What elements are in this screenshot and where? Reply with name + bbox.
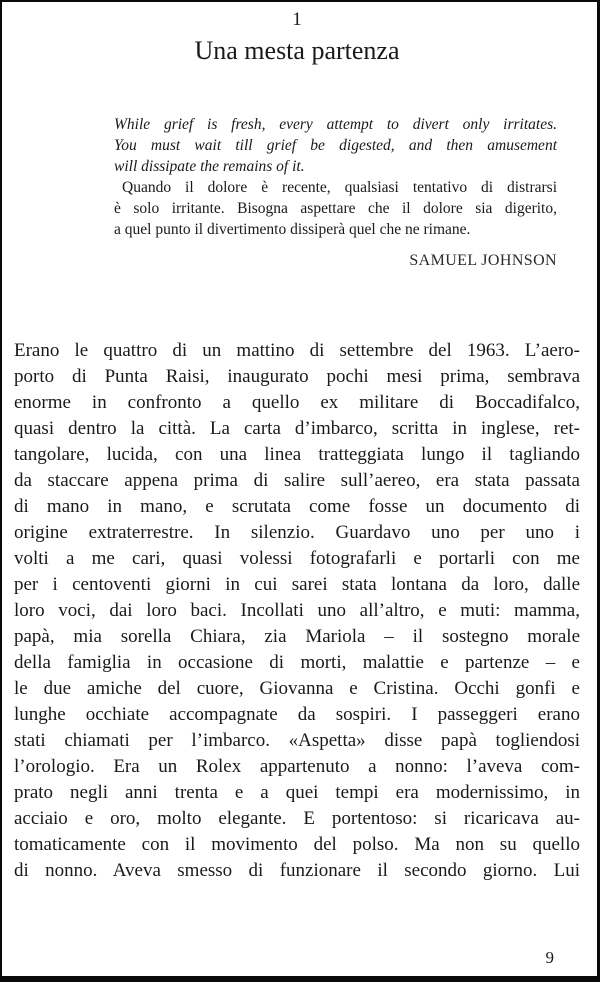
text-line: While grief is fresh, every attempt to divert only irritates. [114, 116, 557, 133]
text-line: tomaticamente con il movimento del polso. Ma non su quello [14, 834, 580, 855]
text-line: quasi dentro la città. La carta d’imbarco, scritta in inglese, ret- [14, 418, 580, 439]
text-line: volti a me cari, quasi volessi fotografarli e portarli con me [14, 548, 580, 569]
text-line: da staccare appena prima di salire sull’aereo, era stata passata [14, 470, 580, 491]
text-line: Quando il dolore è recente, qualsiasi tentativo di distrarsi [122, 179, 557, 196]
text-line: l’orologio. Era un Rolex appartenuto a nonno: l’aveva com- [14, 756, 580, 777]
text-line: per i centoventi giorni in cui sarei stata lontana da loro, dalle [14, 574, 580, 595]
chapter-number: 1 [292, 9, 302, 30]
text-line: le due amiche del cuore, Giovanna e Cristina. Occhi gonfi e [14, 678, 580, 699]
text-line: Erano le quattro di un mattino di settembre del 1963. L’aero- [14, 340, 580, 361]
text-line: papà, mia sorella Chiara, zia Mariola – il sostegno morale [14, 626, 580, 647]
body-paragraph [14, 338, 580, 884]
epigraph-block [114, 114, 557, 271]
text-line: acciaio e oro, molto elegante. E portentoso: si ricaricava au- [14, 808, 580, 829]
text-line: loro voci, dai loro baci. Incollati uno all’altro, e muti: mamma, [14, 600, 580, 621]
epigraph-english-quote [114, 114, 557, 177]
text-line: will dissipate the remains of it. [114, 158, 305, 175]
text-line: è solo irritante. Bisogna aspettare che il dolore sia digerito, [114, 200, 557, 217]
text-line: stati chiamati per l’imbarco. «Aspetta» disse papà togliendosi [14, 730, 580, 751]
text-line: di mano in mano, e scrutata come fosse un documento di [14, 496, 580, 517]
epigraph-attribution: SAMUEL JOHNSON [409, 252, 557, 269]
epigraph-italian-translation [114, 177, 557, 240]
text-line: enorme in confronto a quello ex militare di Boccadifalco, [14, 392, 580, 413]
text-line: a quel punto il divertimento dissiperà quel che ne rimane. [114, 221, 471, 238]
text-line: tangolare, lucida, con una linea tratteggiata lungo il tagliando [14, 444, 580, 465]
page-number: 9 [545, 948, 554, 967]
text-line: lunghe occhiate accompagnate da sospiri. I passeggeri erano [14, 704, 580, 725]
text-line: You must wait till grief be digested, and then amusement [114, 137, 557, 154]
chapter-title: Una mesta partenza [194, 36, 400, 65]
text-line: prato negli anni trenta e a quei tempi era modernissimo, in [14, 782, 580, 803]
text-line: di nonno. Aveva smesso di funzionare il secondo giorno. Lui [14, 860, 580, 881]
text-line: porto di Punta Raisi, inaugurato pochi mesi prima, sembrava [14, 366, 580, 387]
text-line: della famiglia in occasione di morti, malattie e partenze – e [14, 652, 580, 673]
text-line: origine extraterrestre. In silenzio. Guardavo uno per uno i [14, 522, 580, 543]
